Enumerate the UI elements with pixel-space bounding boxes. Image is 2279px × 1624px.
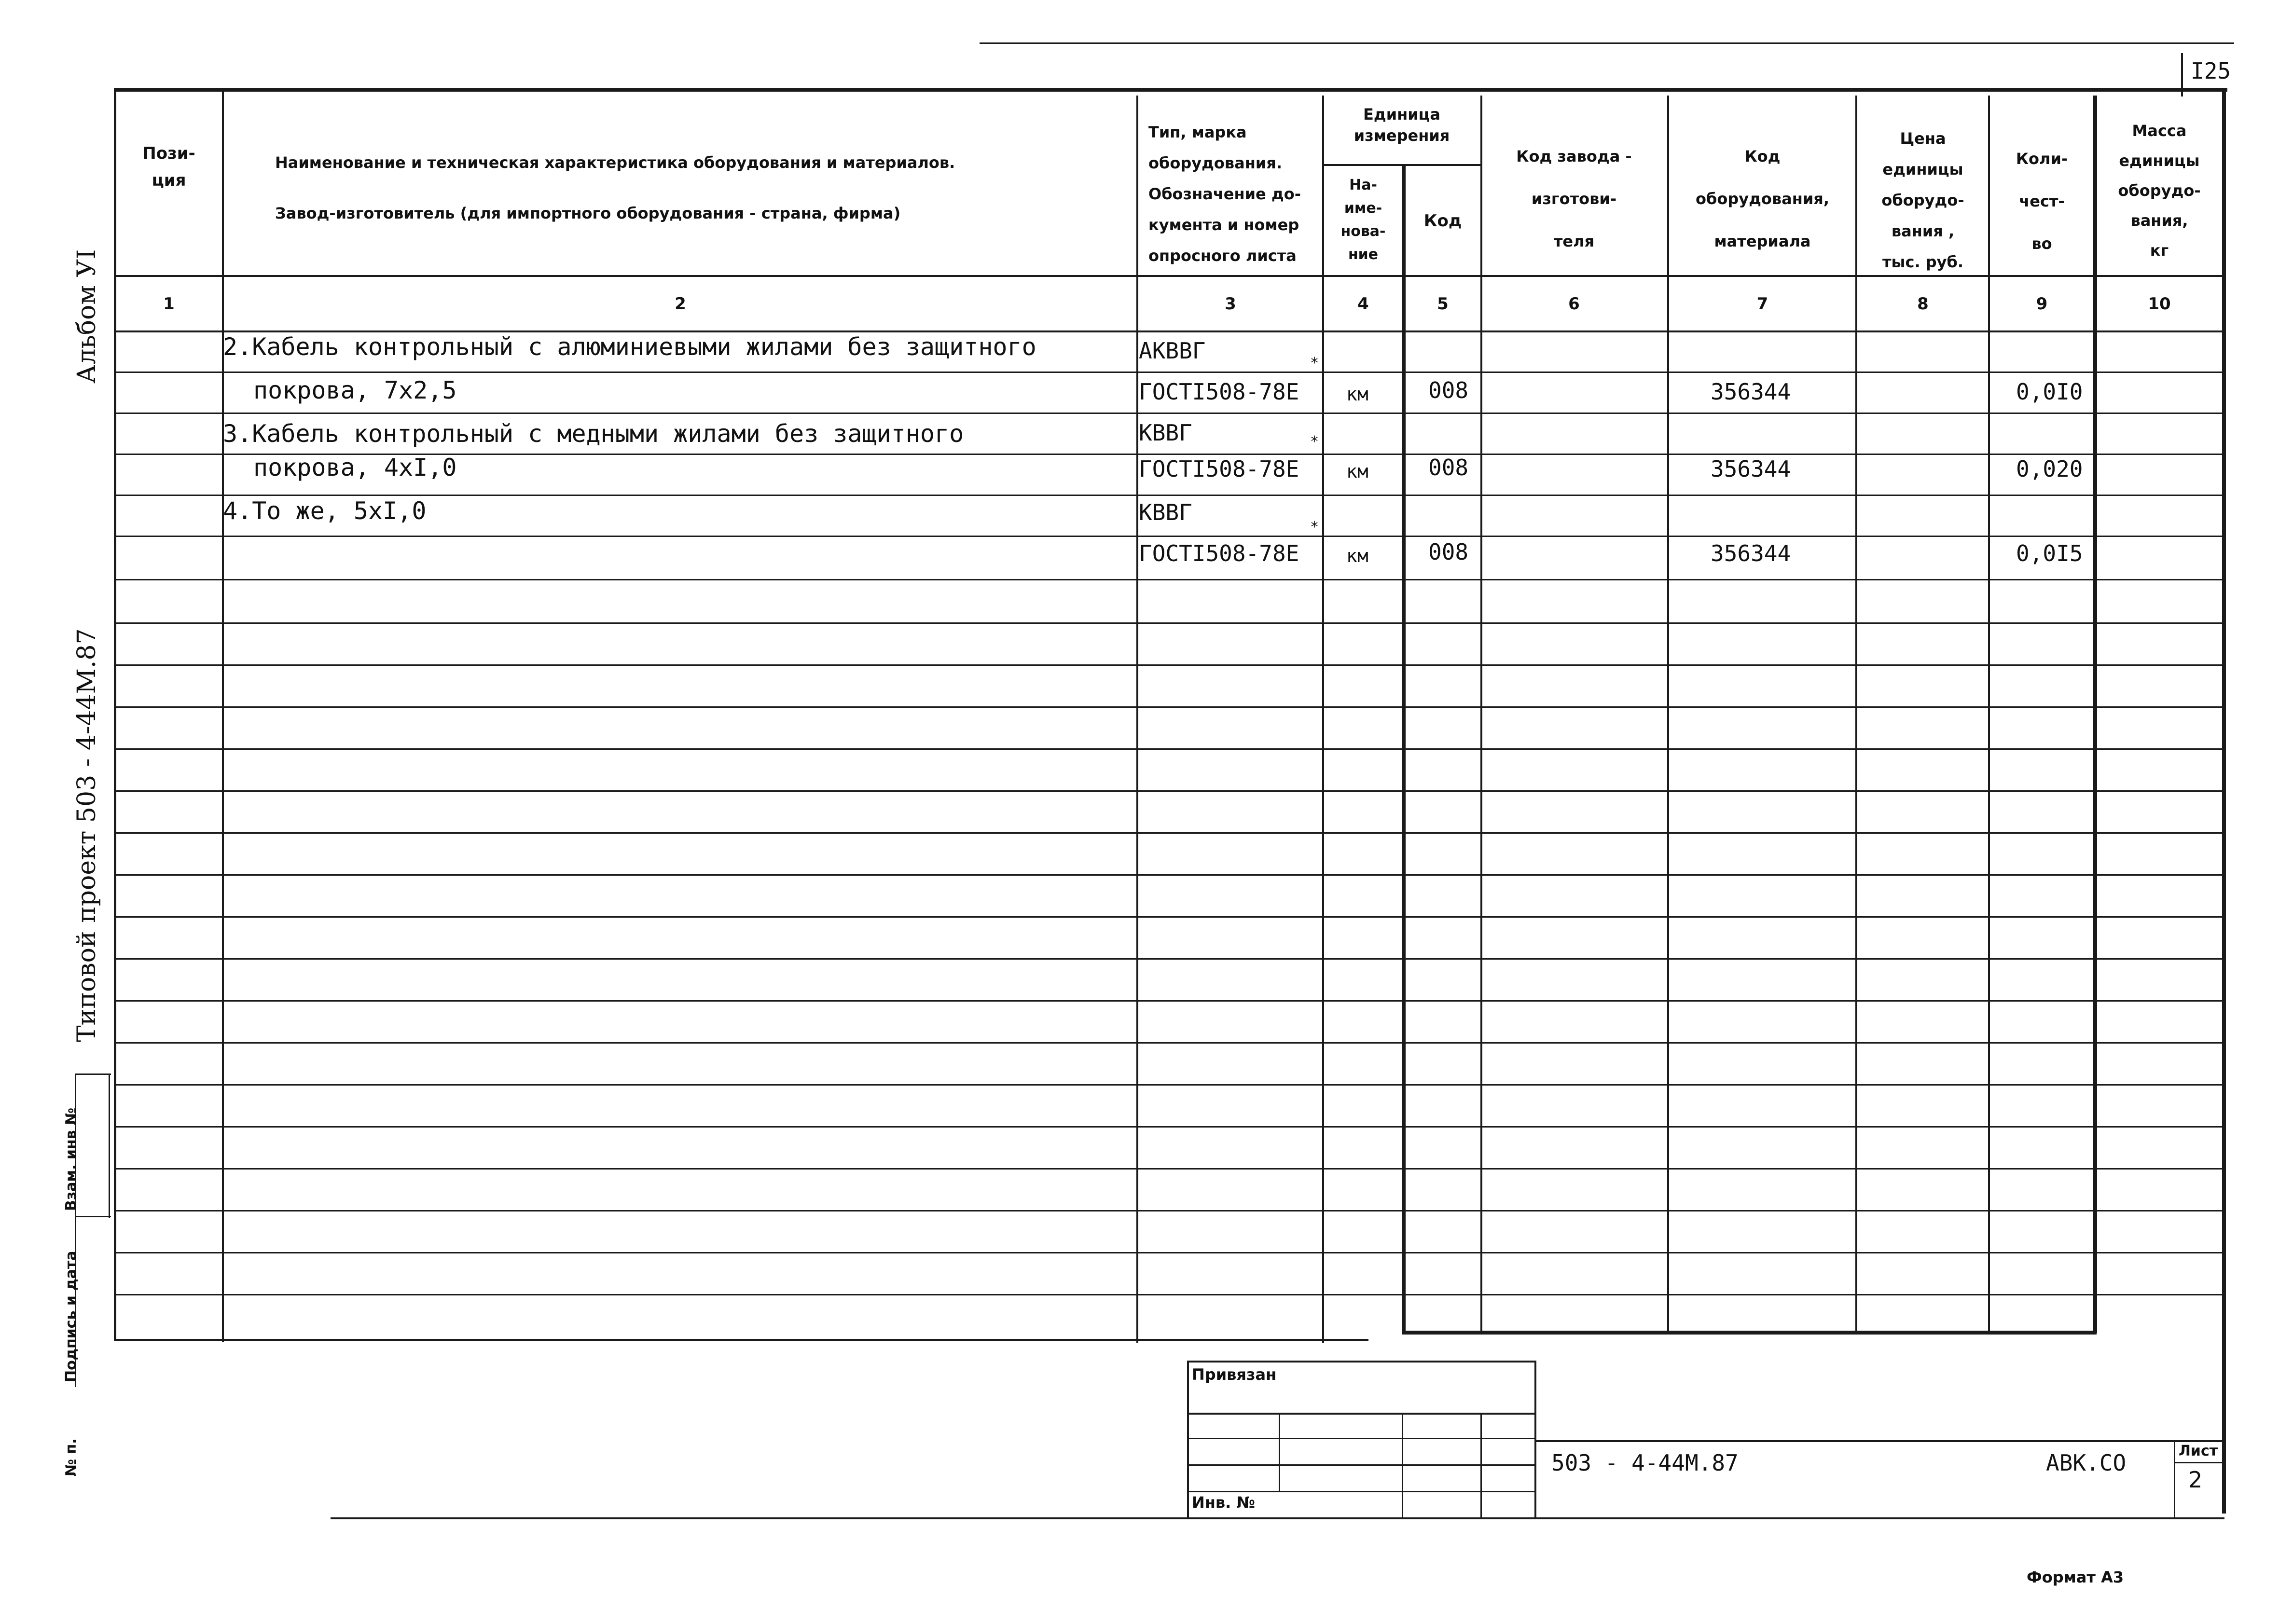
col8-header: Цена единицы оборудо- вания , тыс. руб. [1881, 129, 1964, 271]
colnum-7: 7 [1756, 294, 1768, 314]
col-divider [1402, 164, 1406, 1332]
col-divider [1988, 96, 1990, 1333]
row-4-type: ГОСТI508-78Е [1139, 456, 1299, 482]
row-separator [114, 1042, 2225, 1044]
row-1-type: АКВВГ [1139, 338, 1206, 364]
table-bottom-thick [1402, 1331, 2097, 1335]
col4-header: На- име- нова- ние [1340, 177, 1386, 263]
colnum-8: 8 [1917, 294, 1929, 314]
page-number: I25 [2191, 58, 2231, 84]
vzam-label: Взам. инв № [63, 1107, 80, 1211]
row-4-qty: 0,020 [2016, 456, 2083, 482]
list-label: Лист [2179, 1443, 2218, 1459]
colnum-9: 9 [2036, 294, 2048, 314]
col2-header: Наименование и техническая характеристика оборудования и материалов. Завод-изготовитель (для импортного оборудования - страна, фирма) [275, 153, 955, 222]
stamp-line [1534, 1440, 2224, 1442]
row-6-code: 008 [1428, 539, 1469, 565]
col7-header: Код оборудования, материала [1696, 147, 1829, 250]
row-separator [114, 1252, 2225, 1253]
col3-header: Тип, марка оборудования. Обозначение до- кумента и номер опросного листа [1148, 123, 1301, 265]
row-2-eqcode: 356344 [1711, 379, 1791, 405]
col-divider [2093, 96, 2097, 1333]
row-6-star: * [1310, 519, 1319, 536]
colnum-bottom-line [114, 330, 2225, 332]
podpis-label: Подпись и дата [63, 1251, 80, 1382]
row-4-eqcode: 356344 [1711, 456, 1791, 482]
left-strip-line [109, 1073, 110, 1218]
col10-header: Масса единицы оборудо- вания, кг [2118, 122, 2201, 260]
row-separator [114, 536, 2225, 537]
col-divider [1136, 96, 1138, 1343]
table-right-border [2222, 88, 2226, 1514]
row-separator [114, 706, 2225, 708]
col-divider [1322, 96, 1324, 1343]
row-separator [114, 1168, 2225, 1170]
stamp-line [1187, 1361, 1534, 1363]
row-5-type: КВВГ [1139, 499, 1192, 525]
row-3-name: 3.Кабель контрольный с медными жилами без защитного [223, 420, 964, 448]
colnum-3: 3 [1225, 294, 1236, 314]
row-4-unit: км [1346, 461, 1368, 482]
row-separator [114, 372, 2225, 373]
col-divider [1480, 96, 1482, 1333]
row-separator [114, 832, 2225, 834]
table-top-border [114, 88, 2227, 92]
top-rule [980, 42, 2234, 44]
row-2-type: ГОСТI508-78Е [1139, 379, 1299, 405]
row-6-qty: 0,0I5 [2016, 540, 2083, 566]
colnum-4: 4 [1357, 294, 1369, 314]
colnum-10: 10 [2148, 294, 2171, 314]
stamp-line [1187, 1438, 1534, 1439]
colnum-1: 1 [163, 294, 175, 314]
row-separator [114, 1084, 2225, 1086]
list-number: 2 [2188, 1467, 2203, 1493]
privyazan-label: Привязан [1192, 1365, 1277, 1384]
row-separator [114, 874, 2225, 876]
row-4-name: покрова, 4хI,0 [253, 454, 457, 482]
row-6-unit: км [1346, 545, 1368, 566]
row-5-name: 4.То же, 5хI,0 [223, 497, 427, 525]
stamp-line [1187, 1413, 1534, 1415]
row-3-type: КВВГ [1139, 420, 1192, 446]
album-label: Альбом УI [72, 249, 101, 384]
row-separator [114, 1000, 2225, 1002]
row-separator [114, 1294, 2225, 1295]
stamp-line [1480, 1413, 1482, 1517]
col9-header: Коли- чест- во [2016, 150, 2068, 253]
row-separator [114, 1210, 2225, 1211]
unit-header: Единица измерения [1354, 105, 1450, 145]
project-label: Типовой проект 503 - 4-44М.87 [72, 628, 101, 1042]
table-bottom-line [114, 1339, 1368, 1341]
doc-code: 503 - 4-44М.87 [1551, 1450, 1739, 1476]
format-label: Формат А3 [2027, 1568, 2124, 1586]
col5-header: Код [1423, 211, 1462, 231]
left-strip-line [75, 1073, 111, 1075]
sheet-code: АВК.СО [2046, 1450, 2127, 1476]
stamp-line [1534, 1361, 1536, 1517]
inv-label: № п. [63, 1438, 80, 1476]
row-separator [114, 664, 2225, 666]
stamp-line [1402, 1413, 1403, 1517]
colnum-6: 6 [1568, 294, 1580, 314]
row-2-qty: 0,0I0 [2016, 379, 2083, 405]
stamp-line [2174, 1440, 2175, 1517]
stamp-line [2174, 1462, 2224, 1463]
colnum-2: 2 [675, 294, 686, 314]
row-6-type: ГОСТI508-78Е [1139, 540, 1299, 566]
col-divider [1667, 96, 1669, 1333]
row-separator [114, 790, 2225, 792]
row-separator [114, 622, 2225, 624]
stamp-line [1187, 1491, 1534, 1492]
row-2-code: 008 [1428, 377, 1469, 403]
left-strip-line [75, 1216, 111, 1217]
row-6-eqcode: 356344 [1711, 540, 1791, 566]
col-divider [1855, 96, 1857, 1333]
row-separator [114, 413, 2225, 414]
row-separator [114, 1126, 2225, 1128]
inv-no-label: Инв. № [1192, 1493, 1255, 1512]
row-2-name: покрова, 7х2,5 [253, 376, 457, 404]
row-4-code: 008 [1428, 454, 1469, 481]
row-2-star: * [1310, 355, 1319, 372]
row-4-star: * [1310, 433, 1319, 450]
row-separator [114, 748, 2225, 750]
colnum-5: 5 [1437, 294, 1449, 314]
row-separator [114, 579, 2225, 580]
row-2-unit: км [1346, 384, 1368, 405]
unit-header-divider [1322, 164, 1481, 166]
row-separator [114, 495, 2225, 496]
stamp-line [1279, 1413, 1280, 1492]
row-separator [114, 916, 2225, 918]
stamp-bottom-line [331, 1517, 2224, 1519]
col6-header: Код завода - изготови- теля [1516, 147, 1632, 250]
col1-header: Пози- ция [142, 144, 195, 190]
stamp-line [1187, 1464, 1534, 1466]
row-separator [114, 958, 2225, 960]
row-1-name: 2.Кабель контрольный с алюминиевыми жилами без защитного [223, 333, 1036, 361]
